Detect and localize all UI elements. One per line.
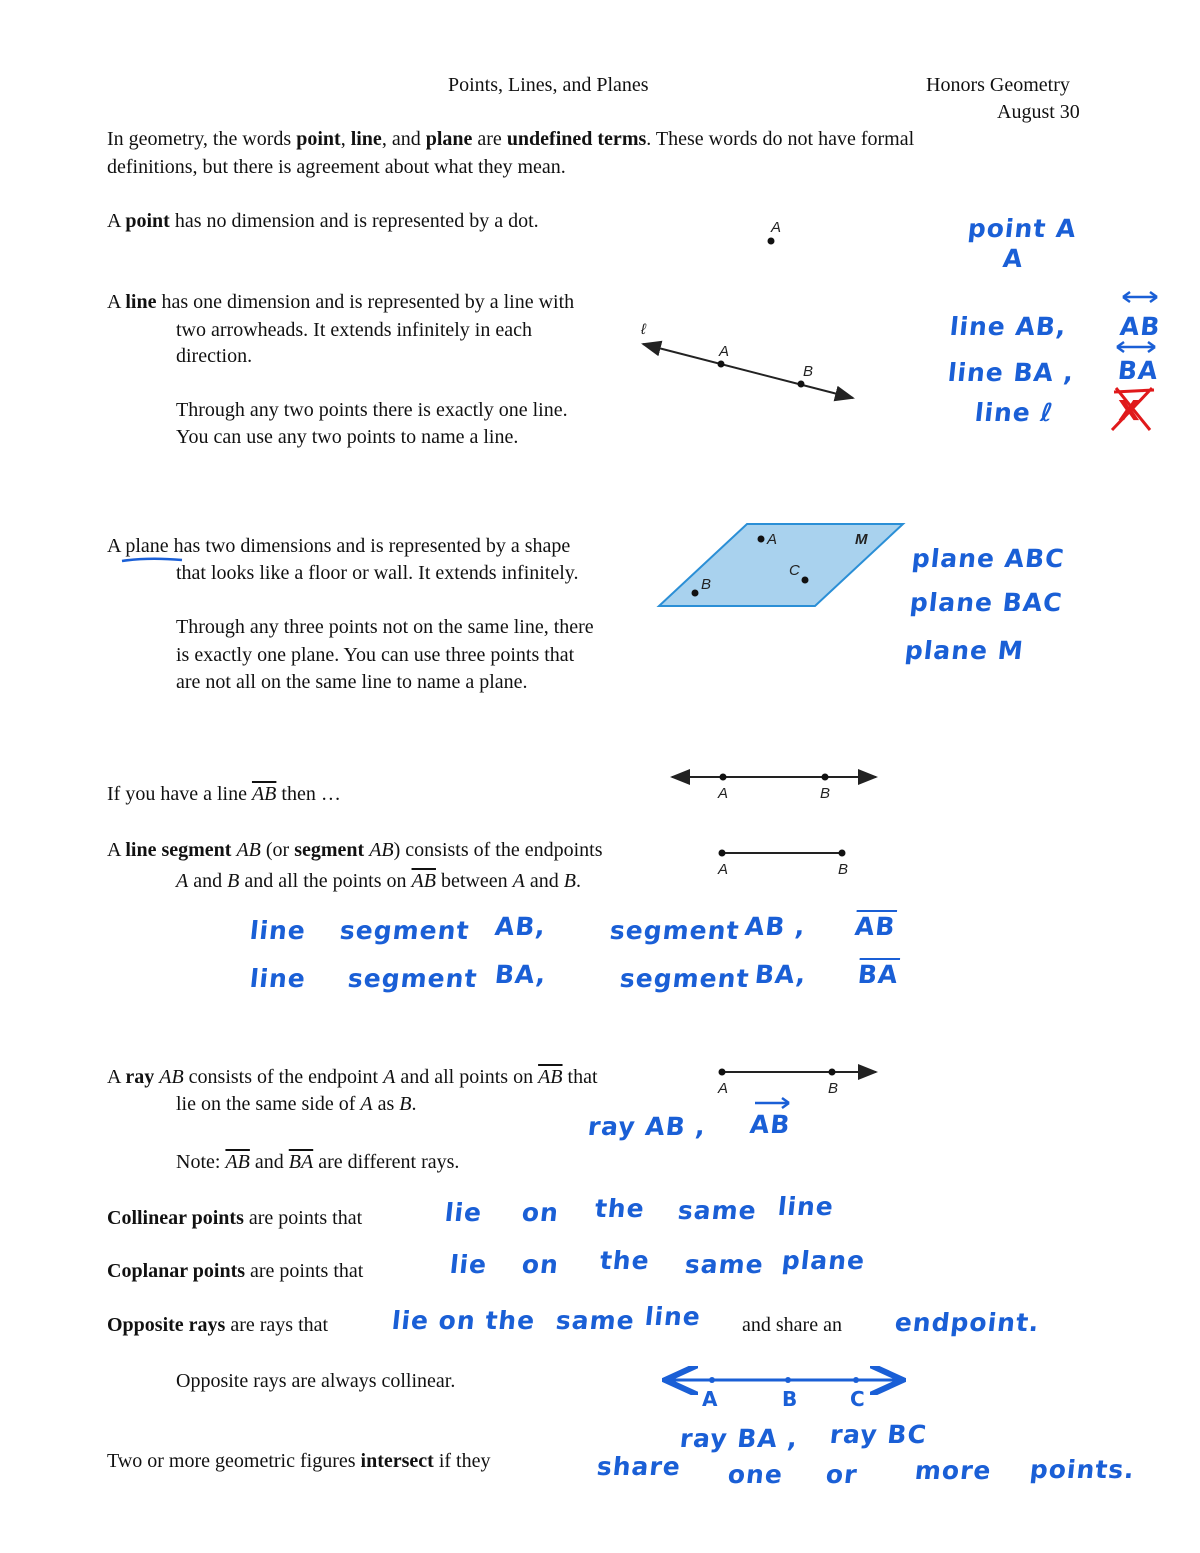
ray-definition-2: lie on the same side of A as B.: [176, 1093, 417, 1115]
plane-figure: [655, 520, 907, 610]
answer-word: share: [595, 1452, 683, 1481]
answer-word: more: [913, 1456, 994, 1485]
double-arrow-icon: [1120, 290, 1160, 304]
note-segment-word: segment: [346, 964, 480, 993]
plane-definition-1: A plane has two dimensions and is represented by a shape: [107, 535, 571, 557]
plane-definition-2: that looks like a floor or wall. It extends infinitely.: [176, 562, 579, 584]
note-segment-word: line: [248, 916, 308, 945]
note-line-ba-symbol: BA: [1116, 356, 1160, 385]
ray-note: Note: $\overline{AB}$ and $\overline{BA}$ are different rays.: [176, 1151, 460, 1173]
note-segment-ba-2: BA,: [753, 960, 808, 989]
answer-word: one: [726, 1460, 785, 1489]
note-plane-bac: plane BAC: [908, 588, 1065, 617]
coplanar-definition: Coplanar points are points that: [107, 1260, 364, 1282]
label-a: A: [718, 861, 729, 878]
note-point-a: point A: [966, 214, 1078, 243]
point-definition: A point has no dimension and is represented by a dot.: [107, 210, 539, 232]
answer-word: same: [554, 1306, 637, 1335]
note-line-ab-symbol: AB: [1118, 312, 1162, 341]
line-label-l: ℓ: [641, 321, 646, 338]
note-segment-ab: AB,: [493, 912, 548, 941]
plane-postulate-2: is exactly one plane. You can use three points that: [176, 644, 575, 666]
answer-word: on: [520, 1198, 561, 1227]
page-title: Points, Lines, and Planes: [448, 74, 649, 96]
label-b: B: [828, 1080, 839, 1097]
collinear-definition: Collinear points are points that: [107, 1207, 363, 1229]
opposite-rays-mid: and share an: [742, 1314, 842, 1336]
answer-word: lie: [448, 1250, 489, 1279]
note-line-ab: line AB,: [948, 312, 1069, 341]
opposite-rays-definition: Opposite rays are rays that: [107, 1314, 329, 1336]
cross-out-icon: [1108, 380, 1158, 436]
line-definition-3: direction.: [176, 345, 253, 367]
opposite-rays-figure: [660, 1366, 910, 1412]
line-definition-2: two arrowheads. It extends infinitely in each: [176, 319, 532, 341]
note-segment-word: line: [248, 964, 308, 993]
intro-line-1: In geometry, the words point, line, and plane are undefined terms. These words do not have formal: [107, 128, 915, 150]
intro-line-2: definitions, but there is agreement about what they mean.: [107, 156, 566, 178]
ray-figure: [710, 1058, 880, 1098]
note-segment-ab-2: AB ,: [743, 912, 808, 941]
answer-word: line: [643, 1302, 703, 1331]
note-segment-ba-symbol: $\overline{BA}$: [856, 960, 900, 989]
plane-label-a: A: [767, 531, 778, 548]
ray-arrow-icon: [752, 1096, 792, 1110]
line-figure: [635, 318, 865, 408]
line-definition-1: A line has one dimension and is represented by a line with: [107, 291, 575, 313]
note-segment-word: segment: [608, 916, 742, 945]
note-ray-ba: ray BA ,: [678, 1424, 800, 1453]
svg-text:X: X: [1118, 394, 1140, 427]
answer-word: line: [776, 1192, 836, 1221]
plane-label-c: C: [789, 562, 800, 579]
answer-word: points.: [1028, 1455, 1137, 1484]
answer-word: the: [598, 1246, 652, 1275]
point-dot: [768, 238, 775, 245]
note-ray-bc: ray BC: [828, 1420, 929, 1449]
ray-definition-1: A ray AB consists of the endpoint A and all points on $\overline{AB}$ that: [107, 1066, 598, 1088]
line-label-a: A: [719, 343, 730, 360]
note-segment-ba: BA,: [493, 960, 548, 989]
note-line-l: line ℓ: [973, 398, 1055, 427]
line-label-b: B: [803, 363, 814, 380]
plane-label-m: M: [855, 531, 868, 548]
if-line-text: If you have a line $\overline{AB}$ then …: [107, 783, 341, 805]
note-ray-ab: ray AB ,: [586, 1112, 708, 1141]
note-segment-word: segment: [618, 964, 752, 993]
answer-word: or: [824, 1460, 860, 1489]
answer-word: endpoint.: [893, 1308, 1042, 1337]
date: August 30: [997, 101, 1080, 123]
course-name: Honors Geometry: [926, 74, 1070, 96]
label-b: B: [782, 1387, 798, 1411]
note-segment-word: segment: [338, 916, 472, 945]
answer-word: plane: [780, 1246, 867, 1275]
plane-postulate-1: Through any three points not on the same line, there: [176, 616, 594, 638]
label-b: B: [838, 861, 849, 878]
answer-word: the: [593, 1194, 647, 1223]
note-plane-m: plane M: [903, 636, 1026, 665]
note-segment-ab-symbol: $\overline{AB}$: [853, 912, 897, 941]
opposite-rays-note: Opposite rays are always collinear.: [176, 1370, 456, 1392]
double-arrow-icon: [1114, 340, 1158, 354]
segment-definition-2: A and B and all the points on $\overline{AB}$ between A and B.: [176, 870, 581, 892]
label-a: A: [718, 785, 729, 802]
segment-figure: [710, 840, 860, 880]
note-line-ba: line BA ,: [946, 358, 1076, 387]
answer-word: lie: [443, 1198, 484, 1227]
segment-definition-1: A line segment AB (or segment AB) consists of the endpoints: [107, 839, 603, 861]
label-c: C: [850, 1387, 865, 1411]
label-b: B: [820, 785, 831, 802]
line-postulate-2: You can use any two points to name a line.: [176, 426, 519, 448]
point-figure: [755, 212, 795, 252]
answer-word: same: [683, 1250, 766, 1279]
answer-word: on: [520, 1250, 561, 1279]
label-a: A: [702, 1387, 718, 1411]
point-label-a: A: [771, 219, 782, 236]
note-plane-abc: plane ABC: [910, 544, 1067, 573]
answer-word: same: [676, 1196, 759, 1225]
intersect-definition: Two or more geometric figures intersect if they: [107, 1450, 491, 1472]
note-point-symbol: A: [1001, 244, 1025, 273]
answer-word: lie on the: [390, 1306, 537, 1335]
plane-postulate-3: are not all on the same line to name a plane.: [176, 671, 528, 693]
line-ab-figure: [668, 766, 880, 806]
label-a: A: [718, 1080, 729, 1097]
plane-label-b: B: [701, 576, 712, 593]
note-ray-ab-symbol: AB: [748, 1110, 792, 1139]
line-postulate-1: Through any two points there is exactly one line.: [176, 399, 568, 421]
line-l: [643, 344, 853, 398]
